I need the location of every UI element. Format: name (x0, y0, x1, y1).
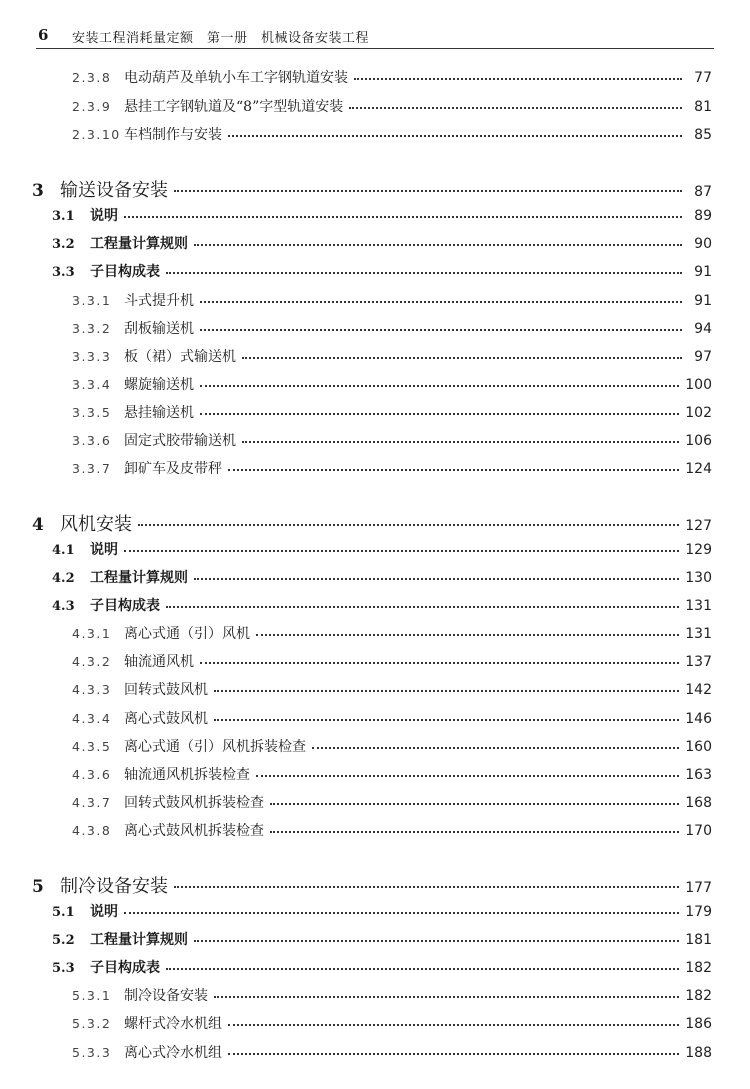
toc-entry-label: 工程量计算规则 (90, 932, 188, 948)
toc-entry-page: 127 (685, 518, 712, 534)
toc-entry-label: 制冷设备安装 (60, 876, 168, 897)
toc-entry-number: 3.2 (52, 237, 75, 252)
toc-entry[interactable] (72, 764, 712, 784)
toc-entry-page: 89 (694, 208, 712, 224)
toc-entry[interactable] (52, 957, 712, 977)
toc-entry-number: 4.3.5 (72, 739, 112, 754)
dot-leader (228, 135, 682, 137)
toc-entry-page: 106 (685, 433, 712, 449)
toc-entry-label: 说明 (90, 542, 118, 558)
dot-leader (256, 775, 679, 777)
toc-entry-number: 3.3.7 (72, 461, 112, 476)
toc-entry-page: 129 (685, 542, 712, 558)
dot-leader (200, 301, 682, 303)
toc-entry-page: 87 (694, 184, 712, 200)
toc-entry-label: 回转式鼓风机拆装检查 (124, 795, 264, 811)
toc-entry-number: 2.3.8 (72, 70, 112, 85)
toc-entry-page: 179 (685, 904, 712, 920)
toc-entry-label: 电动葫芦及单轨小车工字钢轨道安装 (124, 70, 348, 86)
toc-entry[interactable] (52, 567, 712, 587)
toc-entry[interactable] (32, 176, 712, 202)
toc-entry-label: 子目构成表 (90, 598, 160, 614)
dot-leader (228, 1024, 679, 1026)
toc-entry[interactable] (72, 374, 712, 394)
toc-entry-label: 子目构成表 (90, 264, 160, 280)
toc-entry-label: 固定式胶带输送机 (124, 433, 236, 449)
toc-entry-label: 车档制作与安装 (124, 127, 222, 143)
toc-entry-number: 2.3.9 (72, 99, 112, 114)
toc-entry-label: 轴流通风机 (124, 654, 194, 670)
dot-leader (214, 719, 679, 721)
toc-entry[interactable] (72, 820, 712, 840)
toc-entry-number: 4.3 (52, 599, 75, 614)
toc-entry[interactable] (72, 708, 712, 728)
dot-leader (214, 690, 679, 692)
toc-entry-page: 186 (685, 1016, 712, 1032)
toc-entry-label: 离心式鼓风机 (124, 711, 208, 727)
toc-entry[interactable] (72, 402, 712, 422)
toc-entry-page: 102 (685, 405, 712, 421)
toc-entry[interactable] (72, 318, 712, 338)
toc-entry-label: 工程量计算规则 (90, 570, 188, 586)
dot-leader (124, 550, 679, 552)
toc-entry-page: 131 (685, 626, 712, 642)
dot-leader (242, 357, 682, 359)
toc-entry-number: 5.3 (52, 961, 75, 976)
toc-entry-page: 131 (685, 598, 712, 614)
toc-entry-number: 3.3.5 (72, 405, 112, 420)
toc-entry-label: 斗式提升机 (124, 293, 194, 309)
toc-entry[interactable] (72, 124, 712, 144)
toc-entry-page: 142 (685, 682, 712, 698)
page-header (36, 22, 714, 49)
toc-entry[interactable] (32, 872, 712, 898)
dot-leader (312, 747, 679, 749)
toc-entry-number: 4.2 (52, 571, 75, 586)
toc-entry-label: 工程量计算规则 (90, 236, 188, 252)
toc-entry[interactable] (72, 346, 712, 366)
toc-entry-number: 4.3.2 (72, 654, 112, 669)
toc-entry-number: 5.1 (52, 905, 75, 920)
toc-entry[interactable] (72, 458, 712, 478)
toc-entry-page: 160 (685, 739, 712, 755)
toc-entry-page: 188 (685, 1045, 712, 1061)
toc-entry-number: 5.3.1 (72, 988, 112, 1003)
toc-entry-number: 2.3.10 (72, 127, 121, 142)
toc-entry-page: 130 (685, 570, 712, 586)
dot-leader (200, 413, 679, 415)
toc-entry-page: 146 (685, 711, 712, 727)
dot-leader (200, 329, 682, 331)
toc-entry-label: 制冷设备安装 (124, 988, 208, 1004)
toc-entry[interactable] (72, 623, 712, 643)
toc-entry-page: 97 (694, 349, 712, 365)
toc-entry-page: 163 (685, 767, 712, 783)
toc-entry-label: 离心式冷水机组 (124, 1045, 222, 1061)
toc-entry-page: 177 (685, 880, 712, 896)
toc-entry-label: 子目构成表 (90, 960, 160, 976)
dot-leader (200, 662, 679, 664)
toc-entry-label: 离心式通（引）风机拆装检查 (124, 739, 306, 755)
toc-entry-label: 悬挂输送机 (124, 405, 194, 421)
dot-leader (124, 912, 679, 914)
toc-entry-number: 4 (32, 515, 44, 535)
toc-entry-number: 5 (32, 877, 44, 897)
toc-entry[interactable] (72, 290, 712, 310)
toc-entry-number: 4.3.4 (72, 711, 112, 726)
toc-entry-number: 4.3.1 (72, 626, 112, 641)
toc-entry-page: 94 (694, 321, 712, 337)
toc-entry-label: 板（裙）式输送机 (124, 349, 236, 365)
toc-entry[interactable] (52, 261, 712, 281)
toc-entry-label: 螺旋输送机 (124, 377, 194, 393)
dot-leader (214, 996, 679, 998)
toc-entry-label: 刮板输送机 (124, 321, 194, 337)
dot-leader (194, 244, 682, 246)
toc-entry[interactable] (52, 929, 712, 949)
toc-entry[interactable] (72, 1013, 712, 1033)
toc-entry-number: 3.3.4 (72, 377, 112, 392)
toc-entry-number: 3.1 (52, 209, 75, 224)
toc-entry-number: 4.1 (52, 543, 75, 558)
dot-leader (194, 578, 679, 580)
toc-entry-label: 螺杆式冷水机组 (124, 1016, 222, 1032)
toc-entry-label: 轴流通风机拆装检查 (124, 767, 250, 783)
toc-entry-label: 卸矿车及皮带秤 (124, 461, 222, 477)
toc-entry[interactable] (72, 679, 712, 699)
toc-entry[interactable] (52, 233, 712, 253)
dot-leader (228, 1053, 679, 1055)
dot-leader (194, 940, 679, 942)
toc-entry-page: 77 (694, 70, 712, 86)
dot-leader (124, 216, 682, 218)
toc-entry[interactable] (72, 792, 712, 812)
page-number: 6 (38, 26, 49, 44)
toc-entry[interactable] (72, 67, 712, 87)
toc-entry-number: 3.3.1 (72, 293, 112, 308)
toc-entry[interactable] (52, 539, 712, 559)
dot-leader (174, 190, 682, 192)
dot-leader (270, 803, 679, 805)
toc-entry[interactable] (72, 651, 712, 671)
dot-leader (228, 469, 679, 471)
toc-entry-page: 168 (685, 795, 712, 811)
dot-leader (349, 107, 682, 109)
toc-entry-number: 3.3.6 (72, 433, 112, 448)
dot-leader (174, 886, 679, 888)
dot-leader (270, 831, 679, 833)
dot-leader (256, 634, 679, 636)
dot-leader (166, 272, 682, 274)
toc-entry-number: 4.3.3 (72, 682, 112, 697)
toc-entry-number: 5.2 (52, 933, 75, 948)
toc-entry-number: 4.3.7 (72, 795, 112, 810)
toc-entry-page: 137 (685, 654, 712, 670)
toc-entry-label: 风机安装 (60, 514, 132, 535)
toc-entry[interactable] (72, 985, 712, 1005)
dot-leader (242, 441, 679, 443)
toc-entry-label: 说明 (90, 208, 118, 224)
toc-entry-page: 81 (694, 99, 712, 115)
toc-entry[interactable] (52, 595, 712, 615)
toc-entry-number: 5.3.3 (72, 1045, 112, 1060)
toc-entry[interactable] (32, 510, 712, 536)
toc-entry-number: 4.3.8 (72, 823, 112, 838)
dot-leader (354, 78, 682, 80)
toc-entry-number: 4.3.6 (72, 767, 112, 782)
toc-entry-number: 3.3.2 (72, 321, 112, 336)
running-title: 安装工程消耗量定额 第一册 机械设备安装工程 (72, 31, 370, 46)
toc-entry-page: 90 (694, 236, 712, 252)
toc-entry[interactable] (52, 205, 712, 225)
toc-entry[interactable] (72, 736, 712, 756)
toc-entry-page: 91 (694, 293, 712, 309)
toc-entry[interactable] (72, 96, 712, 116)
toc-entry-label: 输送设备安装 (60, 180, 168, 201)
toc-entry-number: 3 (32, 181, 44, 201)
toc-entry-label: 悬挂工字钢轨道及“8”字型轨道安装 (124, 99, 344, 115)
toc-entry-page: 170 (685, 823, 712, 839)
toc-entry-label: 说明 (90, 904, 118, 920)
toc-entry-page: 100 (685, 377, 712, 393)
toc-entry-page: 124 (685, 461, 712, 477)
toc-entry[interactable] (52, 901, 712, 921)
toc-entry-number: 3.3 (52, 265, 75, 280)
toc-entry-label: 离心式鼓风机拆装检查 (124, 823, 264, 839)
toc-entry[interactable] (72, 1042, 712, 1062)
dot-leader (200, 385, 679, 387)
toc-entry-page: 182 (685, 988, 712, 1004)
dot-leader (138, 524, 679, 526)
toc-entry-label: 回转式鼓风机 (124, 682, 208, 698)
toc-entry-page: 181 (685, 932, 712, 948)
toc-entry-page: 182 (685, 960, 712, 976)
toc-entry-number: 3.3.3 (72, 349, 112, 364)
dot-leader (166, 606, 679, 608)
toc-entry[interactable] (72, 430, 712, 450)
toc-entry-number: 5.3.2 (72, 1016, 112, 1031)
dot-leader (166, 968, 679, 970)
toc-entry-page: 91 (694, 264, 712, 280)
toc-entry-label: 离心式通（引）风机 (124, 626, 250, 642)
toc-entry-page: 85 (694, 127, 712, 143)
